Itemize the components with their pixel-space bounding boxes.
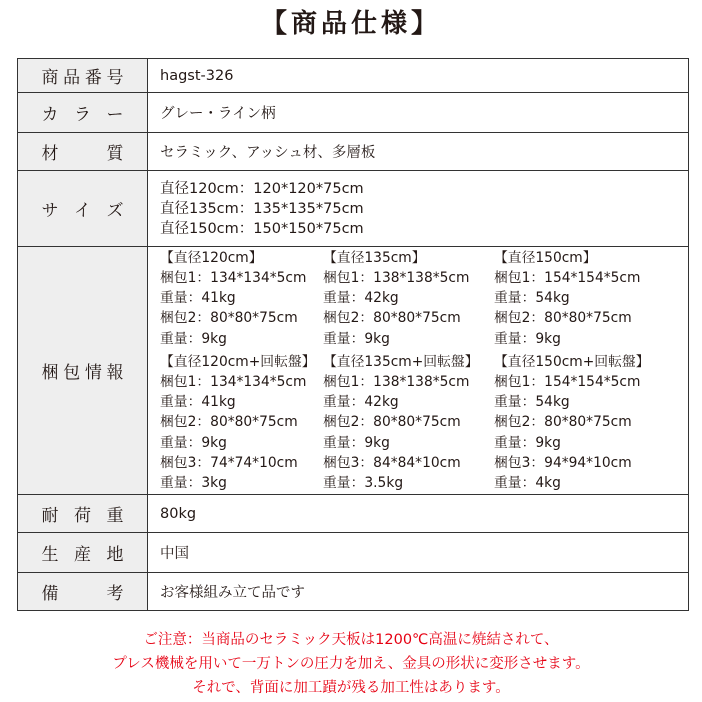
row-product-no	[18, 59, 689, 93]
value-load: 80kg	[148, 495, 689, 533]
value-packing	[148, 247, 689, 495]
packing-grid-bottom	[160, 352, 688, 493]
packing-line: 【直径150cm+回転盤】	[494, 353, 650, 370]
notice-text	[0, 628, 702, 700]
notice-line: プレス機械を用いて一万トンの圧力を加え、金具の形状に変形させます。	[112, 656, 590, 672]
packing-line: 梱包1：154*154*5cm	[494, 374, 641, 390]
notice-line: それで、背面に加工蹟が残る加工性はあります。	[192, 680, 510, 696]
label-char: 号	[106, 68, 124, 88]
label-char: 荷	[74, 506, 91, 526]
label-char: 梱	[41, 363, 59, 383]
label-char: 質	[106, 144, 124, 164]
packing-line: 重量：42kg	[323, 394, 399, 411]
label-product-no	[18, 59, 148, 93]
value-material: セラミック、アッシュ材、多層板	[148, 133, 689, 171]
size-line: 直径135cm：135*135*75cm	[160, 200, 364, 217]
label-char: ラ	[74, 105, 91, 125]
packing-line: 梱包2：80*80*75cm	[160, 310, 298, 327]
packing-line: 重量：4kg	[494, 475, 561, 492]
packing-line: 梱包3：74*74*10cm	[160, 454, 298, 471]
row-origin	[18, 533, 689, 573]
packing-line: 重量：54kg	[494, 394, 570, 411]
label-remarks	[18, 573, 148, 611]
label-char: 産	[74, 545, 91, 565]
label-char: イ	[74, 201, 91, 221]
packing-line: 重量：9kg	[494, 434, 561, 451]
row-size	[18, 171, 689, 247]
label-char: 商	[41, 68, 59, 88]
label-char: 材	[41, 144, 59, 164]
row-packing	[18, 247, 689, 495]
label-char: 考	[106, 584, 124, 604]
packing-line: 梱包3：84*84*10cm	[323, 454, 461, 471]
packing-line: 梱包1：134*134*5cm	[160, 269, 307, 286]
row-remarks	[18, 573, 689, 611]
size-line: 直径120cm：120*120*75cm	[160, 180, 364, 197]
notice-line: ご注意：当商品のセラミック天板は1200℃高温に焼結されて、	[143, 632, 559, 648]
packing-line: 重量：3kg	[160, 475, 227, 492]
label-char: 耐	[41, 506, 59, 526]
packing-line: 重量：41kg	[160, 290, 236, 307]
label-color	[18, 93, 148, 133]
row-color	[18, 93, 689, 133]
label-char: 地	[106, 545, 124, 565]
label-char: 品	[63, 68, 81, 88]
packing-line: 重量：9kg	[323, 330, 390, 347]
size-line: 直径150cm：150*150*75cm	[160, 220, 364, 237]
label-material	[18, 133, 148, 171]
packing-line: 梱包1：154*154*5cm	[494, 269, 641, 286]
label-char: ー	[106, 105, 124, 125]
value-color: グレー・ライン柄	[148, 93, 689, 133]
page-title: 【商品仕様】	[260, 9, 441, 39]
label-char: 報	[106, 363, 124, 383]
packing-line: 【直径150cm】	[494, 249, 597, 266]
packing-line: 【直径120cm】	[160, 249, 263, 266]
packing-line: 重量：9kg	[160, 330, 227, 347]
label-char: 番	[84, 68, 102, 88]
row-load	[18, 495, 689, 533]
label-char: サ	[41, 201, 59, 221]
packing-line: 梱包2：80*80*75cm	[494, 310, 632, 327]
label-origin	[18, 533, 148, 573]
row-material	[18, 133, 689, 171]
value-remarks: お客様組み立て品です	[148, 573, 689, 611]
packing-group	[323, 248, 494, 349]
packing-grid-top	[160, 248, 688, 349]
packing-line: 【直径135cm+回転盤】	[323, 353, 479, 370]
packing-line: 重量：41kg	[160, 394, 236, 411]
value-size	[148, 171, 689, 247]
packing-group	[494, 352, 650, 493]
label-char: 重	[106, 506, 124, 526]
label-char: 包	[63, 363, 81, 383]
packing-line: 【直径135cm】	[323, 249, 426, 266]
packing-line: 重量：9kg	[494, 330, 561, 347]
packing-line: 重量：3.5kg	[323, 475, 404, 492]
value-origin: 中国	[148, 533, 689, 573]
packing-line: 重量：42kg	[323, 290, 399, 307]
label-char: 備	[41, 584, 59, 604]
packing-group	[160, 352, 323, 493]
packing-group	[323, 352, 494, 493]
packing-line: 梱包1：134*134*5cm	[160, 374, 307, 390]
label-char: 情	[84, 363, 102, 383]
label-char: 生	[41, 545, 59, 565]
packing-group	[160, 248, 323, 349]
packing-line: 梱包1：138*138*5cm	[323, 269, 470, 286]
label-char: ズ	[106, 201, 124, 221]
packing-line: 重量：54kg	[494, 290, 570, 307]
packing-line: 梱包3：94*94*10cm	[494, 454, 632, 471]
value-product-no: hagst-326	[148, 59, 689, 93]
label-char: カ	[41, 105, 59, 125]
label-packing	[18, 247, 148, 495]
packing-line: 梱包2：80*80*75cm	[323, 310, 461, 327]
packing-line: 重量：9kg	[160, 434, 227, 451]
packing-line: 梱包2：80*80*75cm	[494, 414, 632, 431]
label-size	[18, 171, 148, 247]
packing-line: 梱包2：80*80*75cm	[160, 414, 298, 431]
packing-group	[494, 248, 640, 349]
label-load	[18, 495, 148, 533]
spec-table	[17, 58, 689, 611]
packing-line: 梱包1：138*138*5cm	[323, 374, 470, 390]
packing-line: 重量：9kg	[323, 434, 390, 451]
packing-line: 【直径120cm+回転盤】	[160, 353, 316, 370]
packing-line: 梱包2：80*80*75cm	[323, 414, 461, 431]
